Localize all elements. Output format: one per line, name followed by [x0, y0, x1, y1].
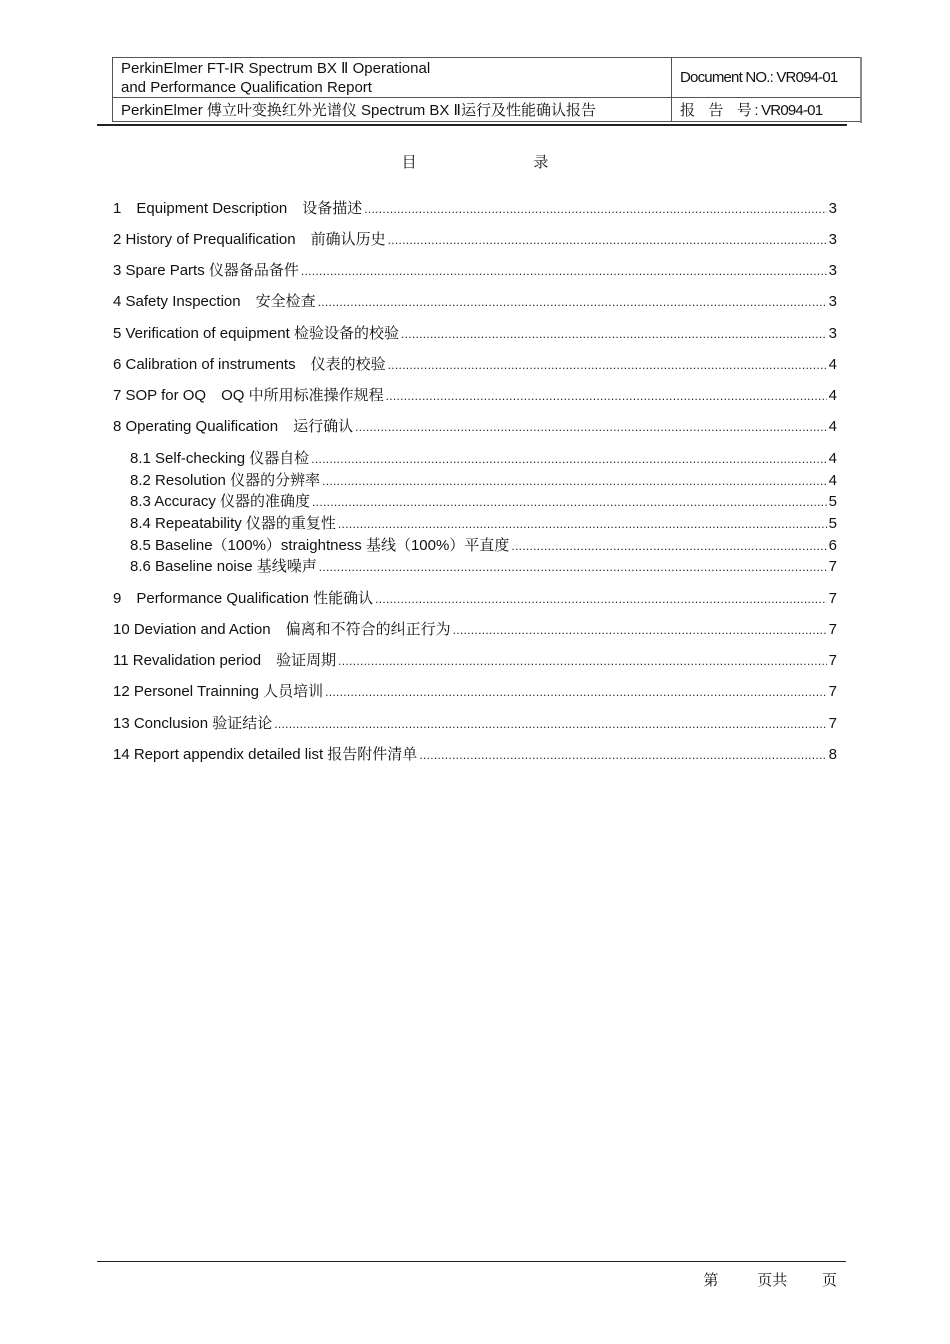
toc-entry-label: 14 Report appendix detailed list 报告附件清单 [113, 746, 418, 763]
footer-rule [97, 1261, 846, 1262]
toc-entry-page: 4 [828, 356, 837, 373]
toc-entry-label: 8 Operating Qualification 运行确认 [113, 418, 354, 435]
toc-title: 目 录 [401, 153, 605, 171]
toc-entry-page: 4 [828, 387, 837, 404]
toc-entry-label: 2 History of Prequalification 前确认历史 [113, 231, 386, 248]
toc-entry[interactable] [130, 469, 837, 490]
header-doc-no: Document NO.: VR094-01 [672, 58, 861, 98]
toc-leader-dots [388, 358, 827, 372]
header-rule [97, 124, 847, 126]
toc-leader-dots [311, 452, 826, 466]
toc-leader-dots [274, 717, 826, 731]
toc-entry[interactable] [113, 743, 837, 764]
toc-leader-dots [338, 517, 827, 531]
toc-leader-dots [386, 389, 827, 403]
toc-entry-label: 8.1 Self-checking 仪器自检 [130, 450, 310, 467]
page-footer [689, 1269, 837, 1290]
toc-leader-dots [401, 327, 827, 341]
toc-entry[interactable] [113, 680, 837, 701]
document-header [112, 57, 861, 122]
toc-entry-label: 6 Calibration of instruments 仪表的校验 [113, 356, 386, 373]
toc-entry-label: 13 Conclusion 验证结论 [113, 715, 273, 732]
toc-entry[interactable] [113, 228, 837, 249]
toc-leader-dots [318, 295, 827, 309]
toc-leader-dots [388, 233, 827, 247]
toc-leader-dots [375, 592, 827, 606]
toc-entry-page: 5 [828, 493, 837, 510]
toc-entry-page: 3 [828, 293, 837, 310]
header-title-en-line1: PerkinElmer FT-IR Spectrum BX Ⅱ Operational [121, 60, 431, 77]
toc-entry-page: 6 [828, 537, 837, 554]
toc-entry-label: 5 Verification of equipment 检验设备的校验 [113, 325, 399, 342]
toc-leader-dots [511, 539, 826, 553]
toc-entry-page: 7 [828, 590, 837, 607]
toc-leader-dots [301, 264, 827, 278]
toc-entry[interactable] [130, 555, 837, 576]
toc-entry-label: 7 SOP for OQ OQ 中所用标准操作规程 [113, 387, 384, 404]
toc-entry-label: 3 Spare Parts 仪器备品备件 [113, 262, 299, 279]
toc-entry[interactable] [113, 587, 837, 608]
toc-entry-page: 7 [828, 715, 837, 732]
toc-entry[interactable] [113, 649, 837, 670]
toc-leader-dots [355, 420, 827, 434]
toc-entry-page: 5 [828, 515, 837, 532]
toc-entry[interactable] [113, 618, 837, 639]
toc-entry[interactable] [113, 259, 837, 280]
toc-entry[interactable] [113, 415, 837, 436]
toc-entry-label: 8.3 Accuracy 仪器的准确度 [130, 493, 311, 510]
toc-entry-label: 4 Safety Inspection 安全检查 [113, 293, 316, 310]
header-title-en-line2: and Performance Qualification Report [121, 79, 372, 96]
toc-entry-page: 3 [828, 231, 837, 248]
toc-leader-dots [325, 685, 827, 699]
toc-entry[interactable] [130, 534, 837, 555]
header-title-cn: PerkinElmer 傅立叶变换红外光谱仪 Spectrum BX Ⅱ运行及性能确认报告 [113, 98, 672, 122]
toc-leader-dots [453, 623, 827, 637]
toc-entry-page: 4 [828, 450, 837, 467]
toc-entry-page: 8 [828, 746, 837, 763]
toc-entry-label: 12 Personel Trainning 人员培训 [113, 683, 324, 700]
toc-entry-label: 8.6 Baseline noise 基线噪声 [130, 558, 317, 575]
toc-entry-label: 1 Equipment Description 设备描述 [113, 200, 363, 217]
toc-entry[interactable] [113, 384, 837, 405]
toc-entry-label: 9 Performance Qualification 性能确认 [113, 590, 374, 607]
toc-entry-page: 7 [828, 558, 837, 575]
toc-leader-dots [312, 495, 827, 509]
toc-leader-dots [338, 654, 827, 668]
footer-di: 第 [703, 1271, 719, 1289]
footer-ye-gong: 页共 [757, 1271, 788, 1289]
toc-entry-label: 8.4 Repeatability 仪器的重复性 [130, 515, 336, 532]
toc-leader-dots [364, 202, 826, 216]
toc-leader-dots [322, 474, 827, 488]
toc-entry-page: 7 [828, 652, 837, 669]
header-report-no: 报 告 号 : VR094-01 [672, 98, 861, 122]
header-title-en [113, 58, 672, 98]
toc-entry[interactable] [130, 512, 837, 533]
toc-entry[interactable] [113, 712, 837, 733]
toc-entry-page: 7 [828, 683, 837, 700]
toc-entry-label: 8.2 Resolution 仪器的分辨率 [130, 472, 321, 489]
toc-entry[interactable] [113, 197, 837, 218]
toc-leader-dots [319, 560, 827, 574]
toc-entry-page: 3 [828, 262, 837, 279]
toc-entry-page: 4 [828, 418, 837, 435]
toc-entry[interactable] [113, 353, 837, 374]
toc-entry[interactable] [113, 290, 837, 311]
toc-entry[interactable] [113, 322, 837, 343]
toc-entry-page: 4 [828, 472, 837, 489]
toc-entry[interactable] [130, 490, 837, 511]
toc-entry-label: 11 Revalidation period 验证周期 [113, 652, 337, 669]
toc-entry-label: 8.5 Baseline（100%）straightness 基线（100%）平直度 [130, 537, 510, 554]
toc-entry-label: 10 Deviation and Action 偏离和不符合的纠正行为 [113, 621, 451, 638]
toc-entry-page: 3 [828, 200, 837, 217]
footer-ye: 页 [821, 1271, 837, 1289]
toc-entry-page: 7 [828, 621, 837, 638]
toc-entry[interactable] [130, 447, 837, 468]
toc-leader-dots [419, 748, 826, 762]
toc-entry-page: 3 [828, 325, 837, 342]
header-shadow [860, 57, 862, 123]
